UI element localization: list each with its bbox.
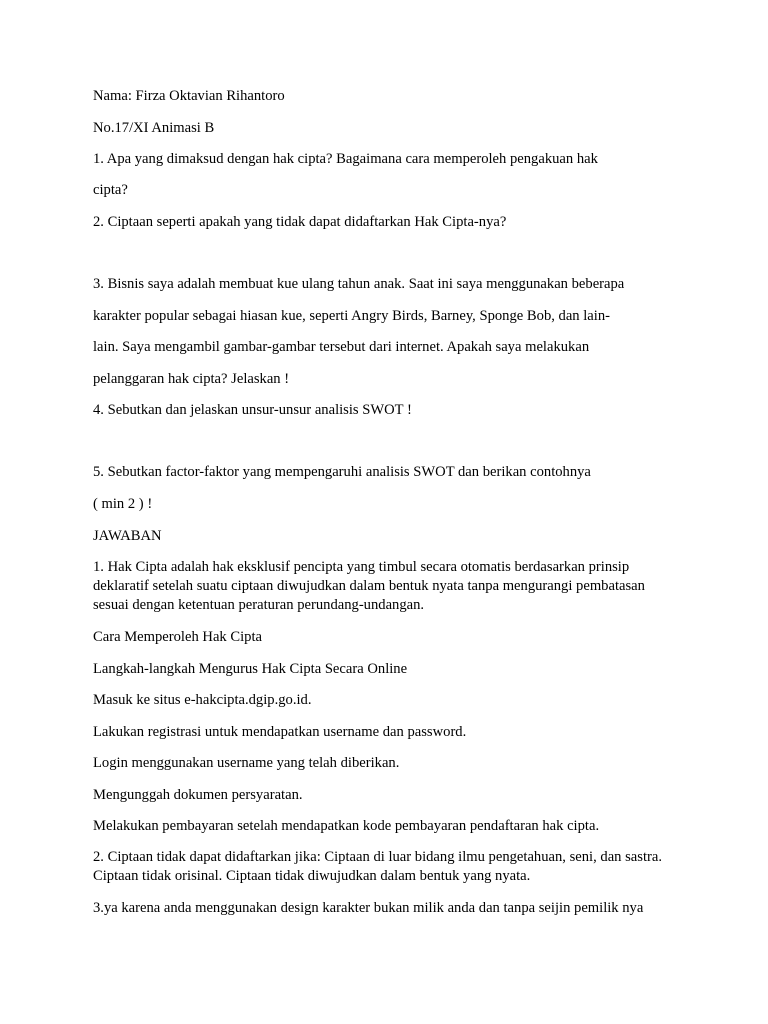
step-3: Login menggunakan username yang telah diberikan. — [93, 755, 400, 771]
answers-heading: JAWABAN — [93, 528, 162, 544]
langkah-title: Langkah-langkah Mengurus Hak Cipta Secara Online — [93, 661, 408, 677]
question-3-line-4: pelanggaran hak cipta? Jelaskan ! — [93, 371, 290, 387]
step-1: Masuk ke situs e-hakcipta.dgip.go.id. — [93, 692, 312, 708]
student-class: No.17/XI Animasi B — [93, 120, 215, 136]
question-2: 2. Ciptaan seperti apakah yang tidak dapat didaftarkan Hak Cipta-nya? — [93, 214, 507, 230]
answer-2: 2. Ciptaan tidak dapat didaftarkan jika: Ciptaan di luar bidang ilmu pengetahuan, seni, dan sastra. Ciptaan tidak orisinal. Ciptaan tidak diwujudkan dalam bentuk yang nyata. — [93, 849, 662, 884]
step-4: Mengunggah dokumen persyaratan. — [93, 787, 303, 803]
student-name: Nama: Firza Oktavian Rihantoro — [93, 88, 285, 104]
step-5: Melakukan pembayaran setelah mendapatkan kode pembayaran pendaftaran hak cipta. — [93, 818, 600, 834]
question-3-line-1: 3. Bisnis saya adalah membuat kue ulang tahun anak. Saat ini saya menggunakan beberapa — [93, 276, 625, 292]
cara-title: Cara Memperoleh Hak Cipta — [93, 629, 262, 645]
question-3-line-2: karakter popular sebagai hiasan kue, seperti Angry Birds, Barney, Sponge Bob, dan lain- — [93, 308, 610, 324]
question-5-line-2: ( min 2 ) ! — [93, 496, 153, 512]
question-1-line-2: cipta? — [93, 182, 128, 198]
question-1-line-1: 1. Apa yang dimaksud dengan hak cipta? Bagaimana cara memperoleh pengakuan hak — [93, 151, 598, 167]
answer-1: 1. Hak Cipta adalah hak eksklusif pencipta yang timbul secara otomatis berdasarkan prinsip deklaratif setelah suatu ciptaan diwujudkan dalam bentuk nyata tanpa mengurangi pembatasan sesuai dengan ketentuan peraturan perundang-undangan. — [93, 559, 645, 613]
step-2: Lakukan registrasi untuk mendapatkan username dan password. — [93, 724, 467, 740]
question-5-line-1: 5. Sebutkan factor-faktor yang mempengaruhi analisis SWOT dan berikan contohnya — [93, 464, 591, 480]
question-4: 4. Sebutkan dan jelaskan unsur-unsur analisis SWOT ! — [93, 402, 412, 418]
question-3-line-3: lain. Saya mengambil gambar-gambar tersebut dari internet. Apakah saya melakukan — [93, 339, 590, 355]
answer-3: 3.ya karena anda menggunakan design karakter bukan milik anda dan tanpa seijin pemilik nya — [93, 900, 644, 916]
